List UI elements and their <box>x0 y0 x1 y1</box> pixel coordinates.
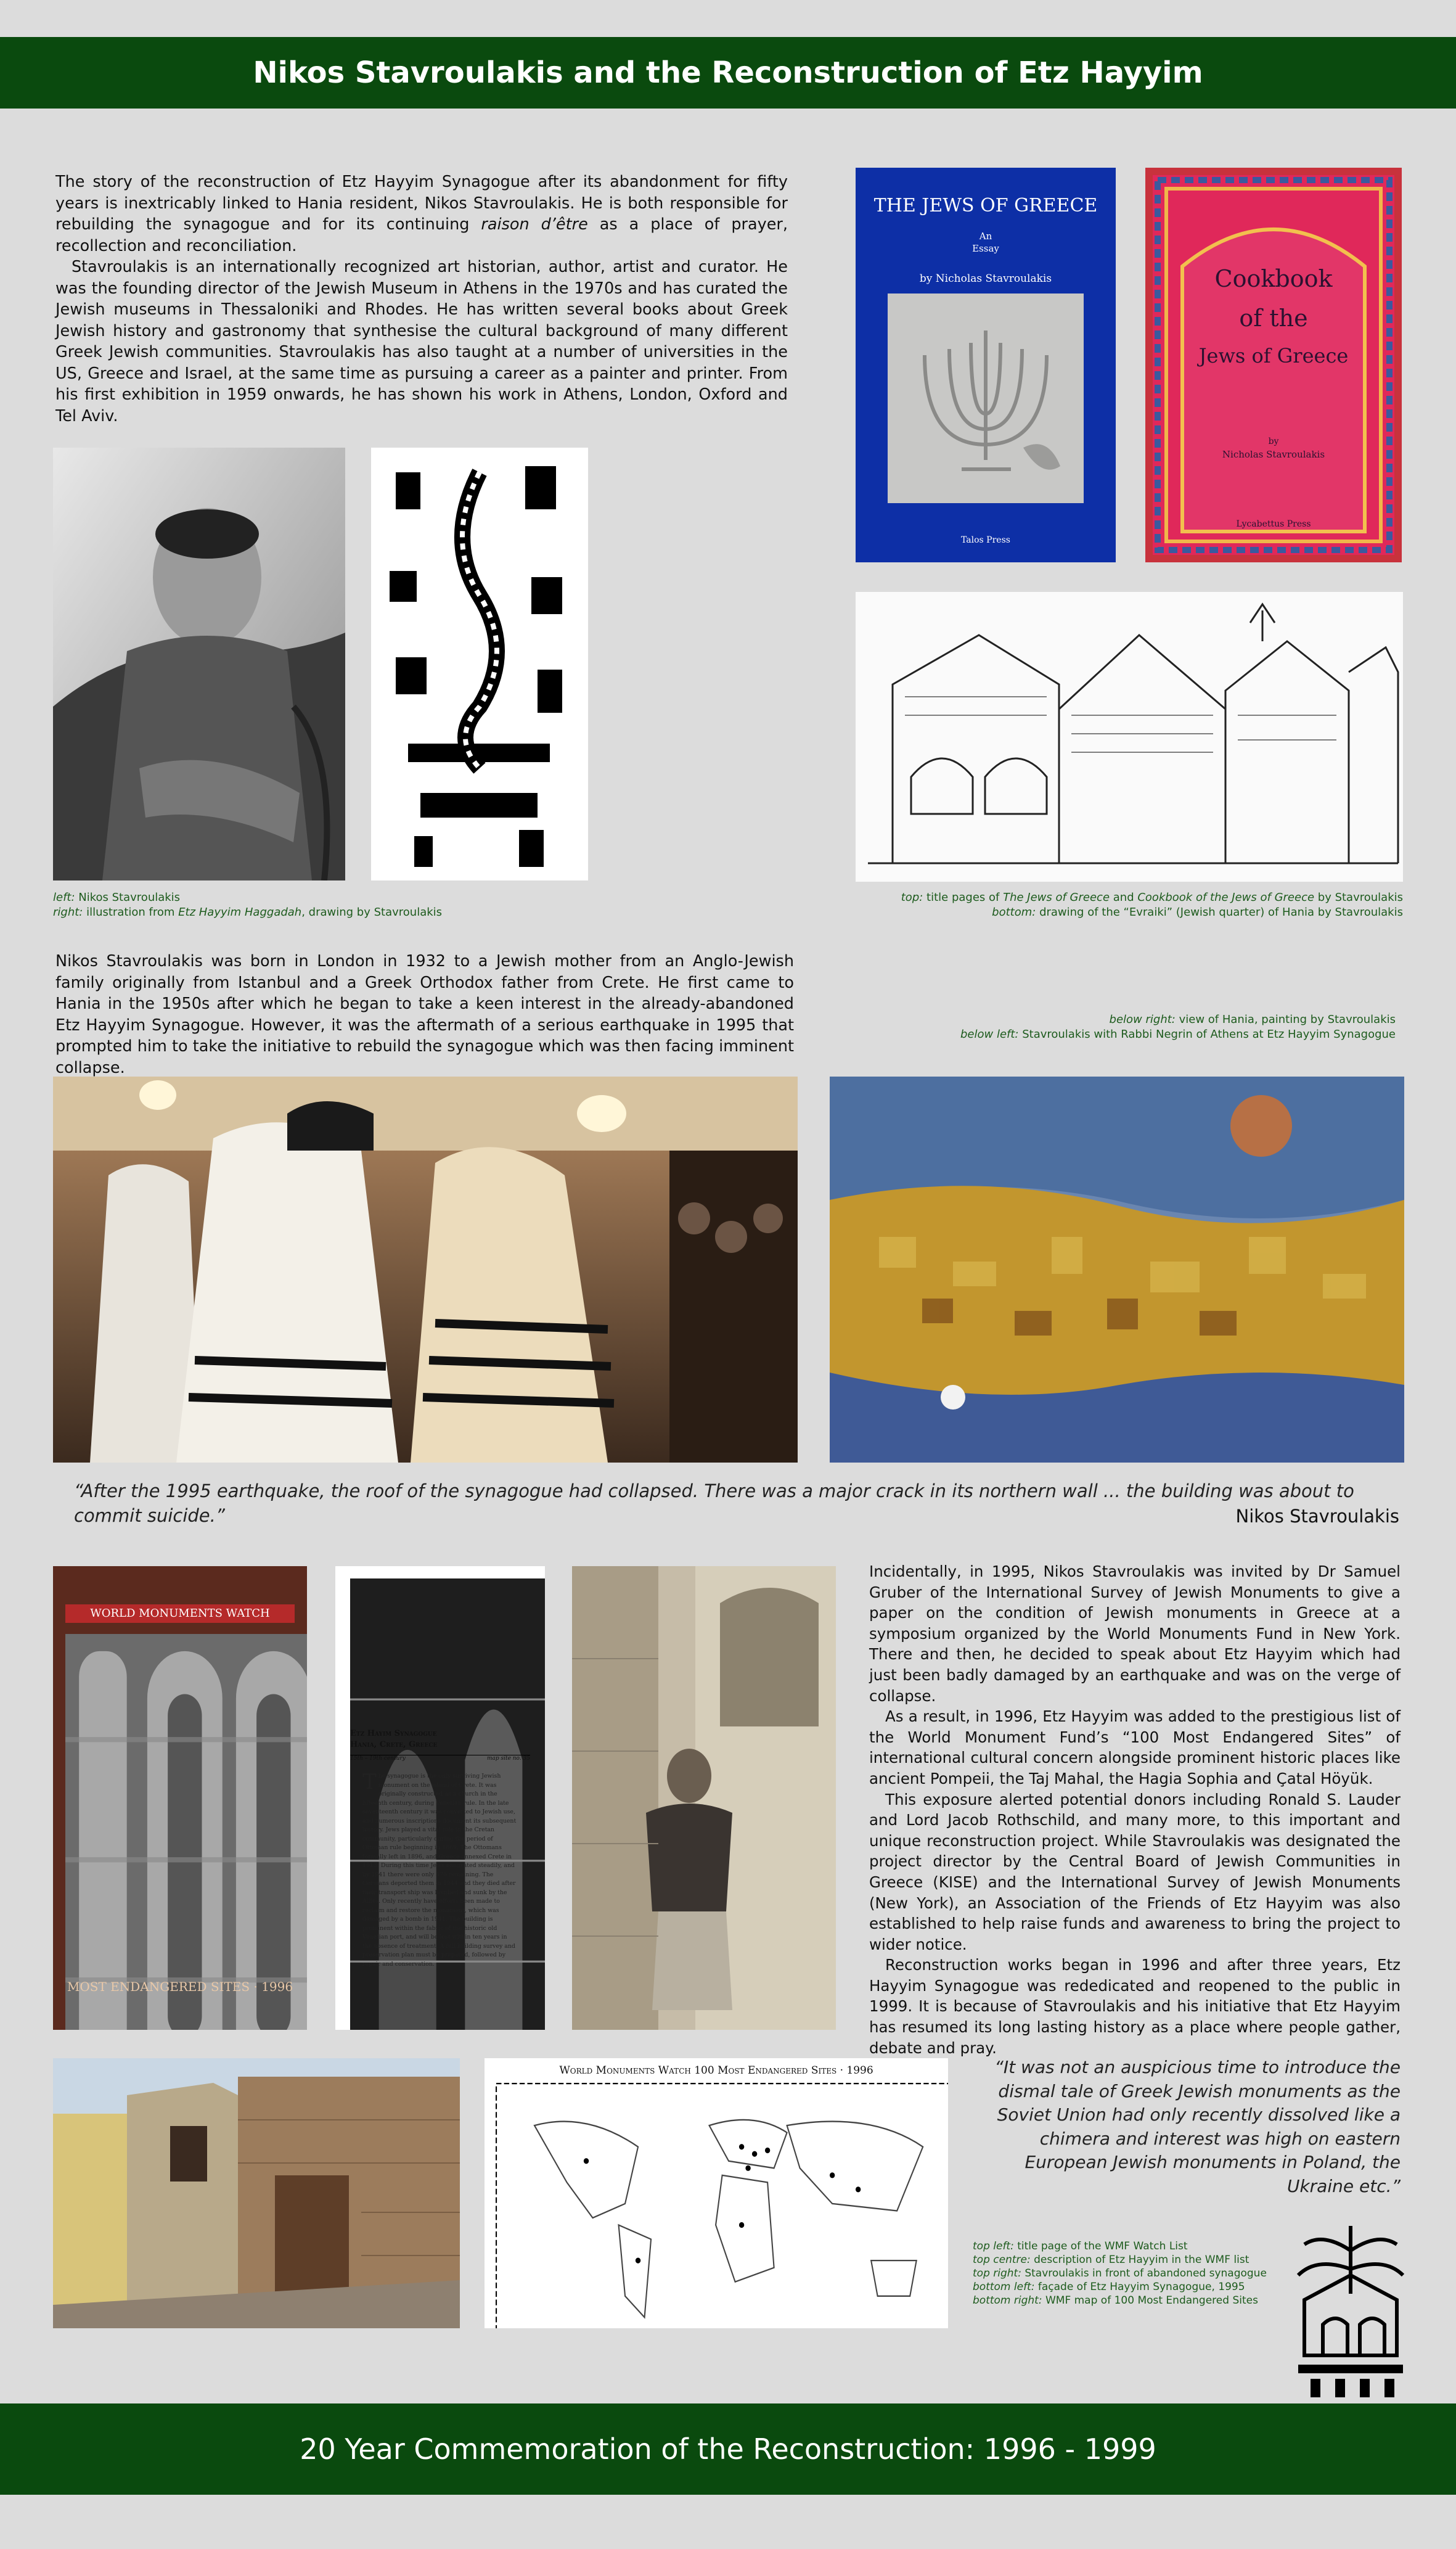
wmf-site-no: map site no. 35 <box>486 1755 530 1762</box>
evraiki-drawing <box>856 592 1403 882</box>
intro-p2: Stavroulakis is an internationally recognized art historian, author, artist and curator. He was the founding director of the Jewish Museum in Athens in the 1970s and has curated the Jewish museums in Thessaloniki and Rhodes. He has written several books about Greek Jewish history and gastronomy that synthesise the cultural background of many different Greek Jewish communities. Stavroulakis has also taught at a number of universities in the US, Greece and Israel, at the same time as pursuing a career as a painter and printer. From his first exhibition in 1959 onwards, he has shown his work in Athens, London, Oxford and Tel Aviv. <box>55 258 788 425</box>
wmf-description-page <box>335 1566 545 2030</box>
wmf-poster-footer: MOST ENDANGERED SITES · 1996 <box>67 1979 293 1994</box>
book2-author-by: by <box>1268 437 1279 446</box>
map-title: World Monuments Watch 100 Most Endangered Sites · 1996 <box>559 2064 873 2077</box>
caption-right-em: Etz Hayyim Haggadah <box>178 906 302 919</box>
menorah-relief-image <box>888 293 1084 503</box>
caption-top-a: title pages of <box>923 891 1004 904</box>
caption-right-text-a: illustration from <box>83 906 179 919</box>
earthquake-quote: “After the 1995 earthquake, the roof of the synagogue had collapsed. There was a major crack in its northern wall ... the building was about to commit suicide.” <box>74 1480 1354 1526</box>
incidentally-p4: Reconstruction works began in 1996 and after three years, Etz Hayyim Synagogue was rededicated and reopened to the public in 1999. It is because of Stavroulakis and his initiative that Etz Hayyim has resumed its long lasting history as a place where people gather, debate and pray. <box>869 1956 1401 2057</box>
caption-portrait-left <box>53 890 485 920</box>
book1-sub1: An <box>979 231 992 242</box>
wmf-poster-numbers-image <box>65 1634 307 2030</box>
intro-text <box>55 171 788 427</box>
caption-below-left-text: Stavroulakis with Rabbi Negrin of Athens at Etz Hayyim Synagogue <box>1018 1028 1396 1041</box>
caption-left-label: left: <box>53 891 75 904</box>
book1-sub2: Essay <box>972 243 999 254</box>
book1-publisher: Talos Press <box>961 535 1010 545</box>
caption-br-text: WMF map of 100 Most Endangered Sites <box>1042 2294 1258 2307</box>
caption-br-label: bottom right: <box>973 2294 1042 2307</box>
wmf-history-text <box>869 1561 1401 2058</box>
quote-attribution: Nikos Stavroulakis <box>1235 1506 1399 1527</box>
wmf-heading-2: Hania, Crete, Greece <box>350 1740 438 1749</box>
auspicious-time-quote: “It was not an auspicious time to introduce the dismal tale of Greek Jewish monuments as the Soviet Union had only recently dissolved like a chimera and interest was high on eastern European Jewish monuments in Poland, the Ukraine etc.” <box>994 2057 1401 2196</box>
etz-hayyim-logo <box>1286 2214 1415 2402</box>
intro-p1b: as a place of prayer, recollection and reconciliation. <box>55 215 788 255</box>
caption-right-text-b: , drawing by Stavroulakis <box>301 906 443 919</box>
book2-publisher: Lycabettus Press <box>1236 519 1311 529</box>
caption-tl-text: title page of the WMF Watch List <box>1013 2240 1188 2252</box>
wmf-watch-list-poster <box>53 1566 307 2030</box>
wmf-body <box>362 1772 517 1969</box>
wmf-meta-row <box>350 1755 530 1762</box>
incidentally-p2: As a result, in 1996, Etz Hayyim was added to the prestigious list of the World Monument Fund’s “100 Most Endangered Sites” of international cultural concern alongside prominent historic places like ancient Pompeii, the Taj Mahal, the Hagia Sophia and Çatal Höyük. <box>869 1707 1401 1788</box>
caption-bl-text: façade of Etz Hayyim Synagogue, 1995 <box>1034 2281 1245 2293</box>
intro-p1-em: raison d’être <box>481 215 588 234</box>
caption-tc-text: description of Etz Hayyim in the WMF list <box>1030 2254 1249 2266</box>
rabbi-ceremony-photo <box>53 1077 798 1463</box>
wmf-endangered-sites-map <box>485 2058 948 2328</box>
book2-title-1: Cookbook <box>1214 265 1333 292</box>
caption-top-em1: The Jews of Greece <box>1003 891 1110 904</box>
caption-top-em2: Cookbook of the Jews of Greece <box>1137 891 1315 904</box>
incidentally-p3: This exposure alerted potential donors including Ronald S. Lauder and Lord Jacob Rothschild, and many more, to this important and unique reconstruction project. While Stavroulakis was designated the project director by the Central Board of Jewish Communities in Greece (KISE) and the International Survey of Jewish Monuments (New York), an Association of the Friends of Etz Hayyim was also established to help raise funds and awareness to bring the project to wider notice. <box>869 1790 1401 1953</box>
book2-title-2: of the <box>1239 305 1308 332</box>
header-banner <box>0 37 1456 109</box>
book1-title: THE JEWS OF GREECE <box>873 195 1098 216</box>
incidentally-p1: Incidentally, in 1995, Nikos Stavroulakis was invited by Dr Samuel Gruber of the International Survey of Jewish Monuments to give a paper on the condition of Jewish monuments in Greece at a symposium organized by the World Monuments Fund in New York. There and then, he decided to speak about Etz Hayyim which had just been badly damaged by an earthquake and was on the verge of collapse. <box>869 1562 1401 1705</box>
caption-bl-label: bottom left: <box>973 2281 1035 2293</box>
caption-tl-label: top left: <box>973 2240 1014 2252</box>
book1-author: by Nicholas Stavroulakis <box>919 273 1052 285</box>
footer-banner <box>0 2403 1456 2495</box>
footer-title: 20 Year Commemoration of the Reconstruction: 1996 - 1999 <box>300 2432 1156 2466</box>
wmf-century: 15th – 19th century <box>350 1755 406 1762</box>
caption-top-b: and <box>1110 891 1138 904</box>
born-paragraph: Nikos Stavroulakis was born in London in 1932 to a Jewish mother from an Anglo-Jewish family originally from Istanbul and a Greek Orthodox father from Crete. He first came to Hania in the 1950s after which he began to take a keen interest in the already-abandoned Etz Hayyim Synagogue. However, it was the aftermath of a serious earthquake in 1995 that prompted him to take the initiative to rebuild the synagogue which was then facing imminent collapse. <box>55 952 794 1077</box>
hania-painting <box>830 1077 1404 1463</box>
caption-bottom-label: bottom: <box>992 906 1036 919</box>
born-text <box>55 951 794 1078</box>
caption-books <box>801 890 1403 920</box>
intro-p1a: The story of the reconstruction of Etz Hayyim Synagogue after its abandonment for fifty years is inextricably linked to Hania resident, Nikos Stavroulakis. He is both responsible for rebuilding the synagogue and for its continuing <box>55 173 788 234</box>
wmf-heading-1: Etz Hayim Synagogue <box>350 1729 437 1738</box>
wmf-poster-band: WORLD MONUMENTS WATCH <box>65 1604 295 1623</box>
caption-below-right-text: view of Hania, painting by Stavroulakis <box>1175 1013 1396 1026</box>
stavroulakis-portrait-photo <box>53 448 345 880</box>
haggadah-illustration <box>371 448 588 880</box>
cookbook-cover <box>1145 168 1402 562</box>
page-title: Nikos Stavroulakis and the Reconstruction of Etz Hayyim <box>253 55 1203 90</box>
world-map-image <box>496 2083 948 2328</box>
caption-top-c: by Stavroulakis <box>1314 891 1403 904</box>
synagogue-facade-1995-photo <box>53 2058 460 2328</box>
wmf-body-text: he synagogue is the only surviving Jewish monument on the island of Crete. It was originally constructed as a church in the fifteenth century, during Venetian rule. In the late seventeenth century it was converted to Jewish use, and numerous inscriptions document its subsequent history. Jews played a vital role in the Cretan community, particularly during the period of Ottoman rule beginning in 1669. The Ottomans formally left in 1896, and Greece annexed Crete in 1913. During this time Jews emigrated steadily, and by 1941 there were only 376 remaining. The Germans deported them in 1944 and they died after their transport ship was bombed and sunk by the Allies. Only recently have efforts been made to reclaim and restore the monument, which was damaged by a bomb in 1941. The building is prominent within the fabric of the historic old Venetian port, and will be lost within ten years in the absence of treatment. A full building survey and preservation plan must be prepared, followed by repair and conservation. <box>362 1773 517 1968</box>
caption-tr-label: top right: <box>973 2267 1021 2280</box>
caption-left-text: Nikos Stavroulakis <box>75 891 181 904</box>
caption-tc-label: top centre: <box>973 2254 1031 2266</box>
jews-of-greece-cover <box>856 168 1116 562</box>
caption-below-left-label: below left: <box>960 1028 1019 1041</box>
caption-top-label: top: <box>901 891 923 904</box>
book2-title-3: Jews of Greece <box>1198 344 1349 367</box>
caption-right-label: right: <box>53 906 83 919</box>
wmf-dropcap: T <box>362 1770 377 1794</box>
caption-below-right-label: below right: <box>1109 1013 1176 1026</box>
stavroulakis-abandoned-synagogue-photo <box>572 1566 836 2030</box>
caption-below <box>863 1012 1396 1042</box>
book2-author: Nicholas Stavroulakis <box>1222 449 1325 460</box>
caption-wmf <box>973 2239 1293 2307</box>
caption-bottom-text: drawing of the “Evraiki” (Jewish quarter) of Hania by Stavroulakis <box>1036 906 1403 919</box>
caption-tr-text: Stavroulakis in front of abandoned synagogue <box>1021 2267 1267 2280</box>
